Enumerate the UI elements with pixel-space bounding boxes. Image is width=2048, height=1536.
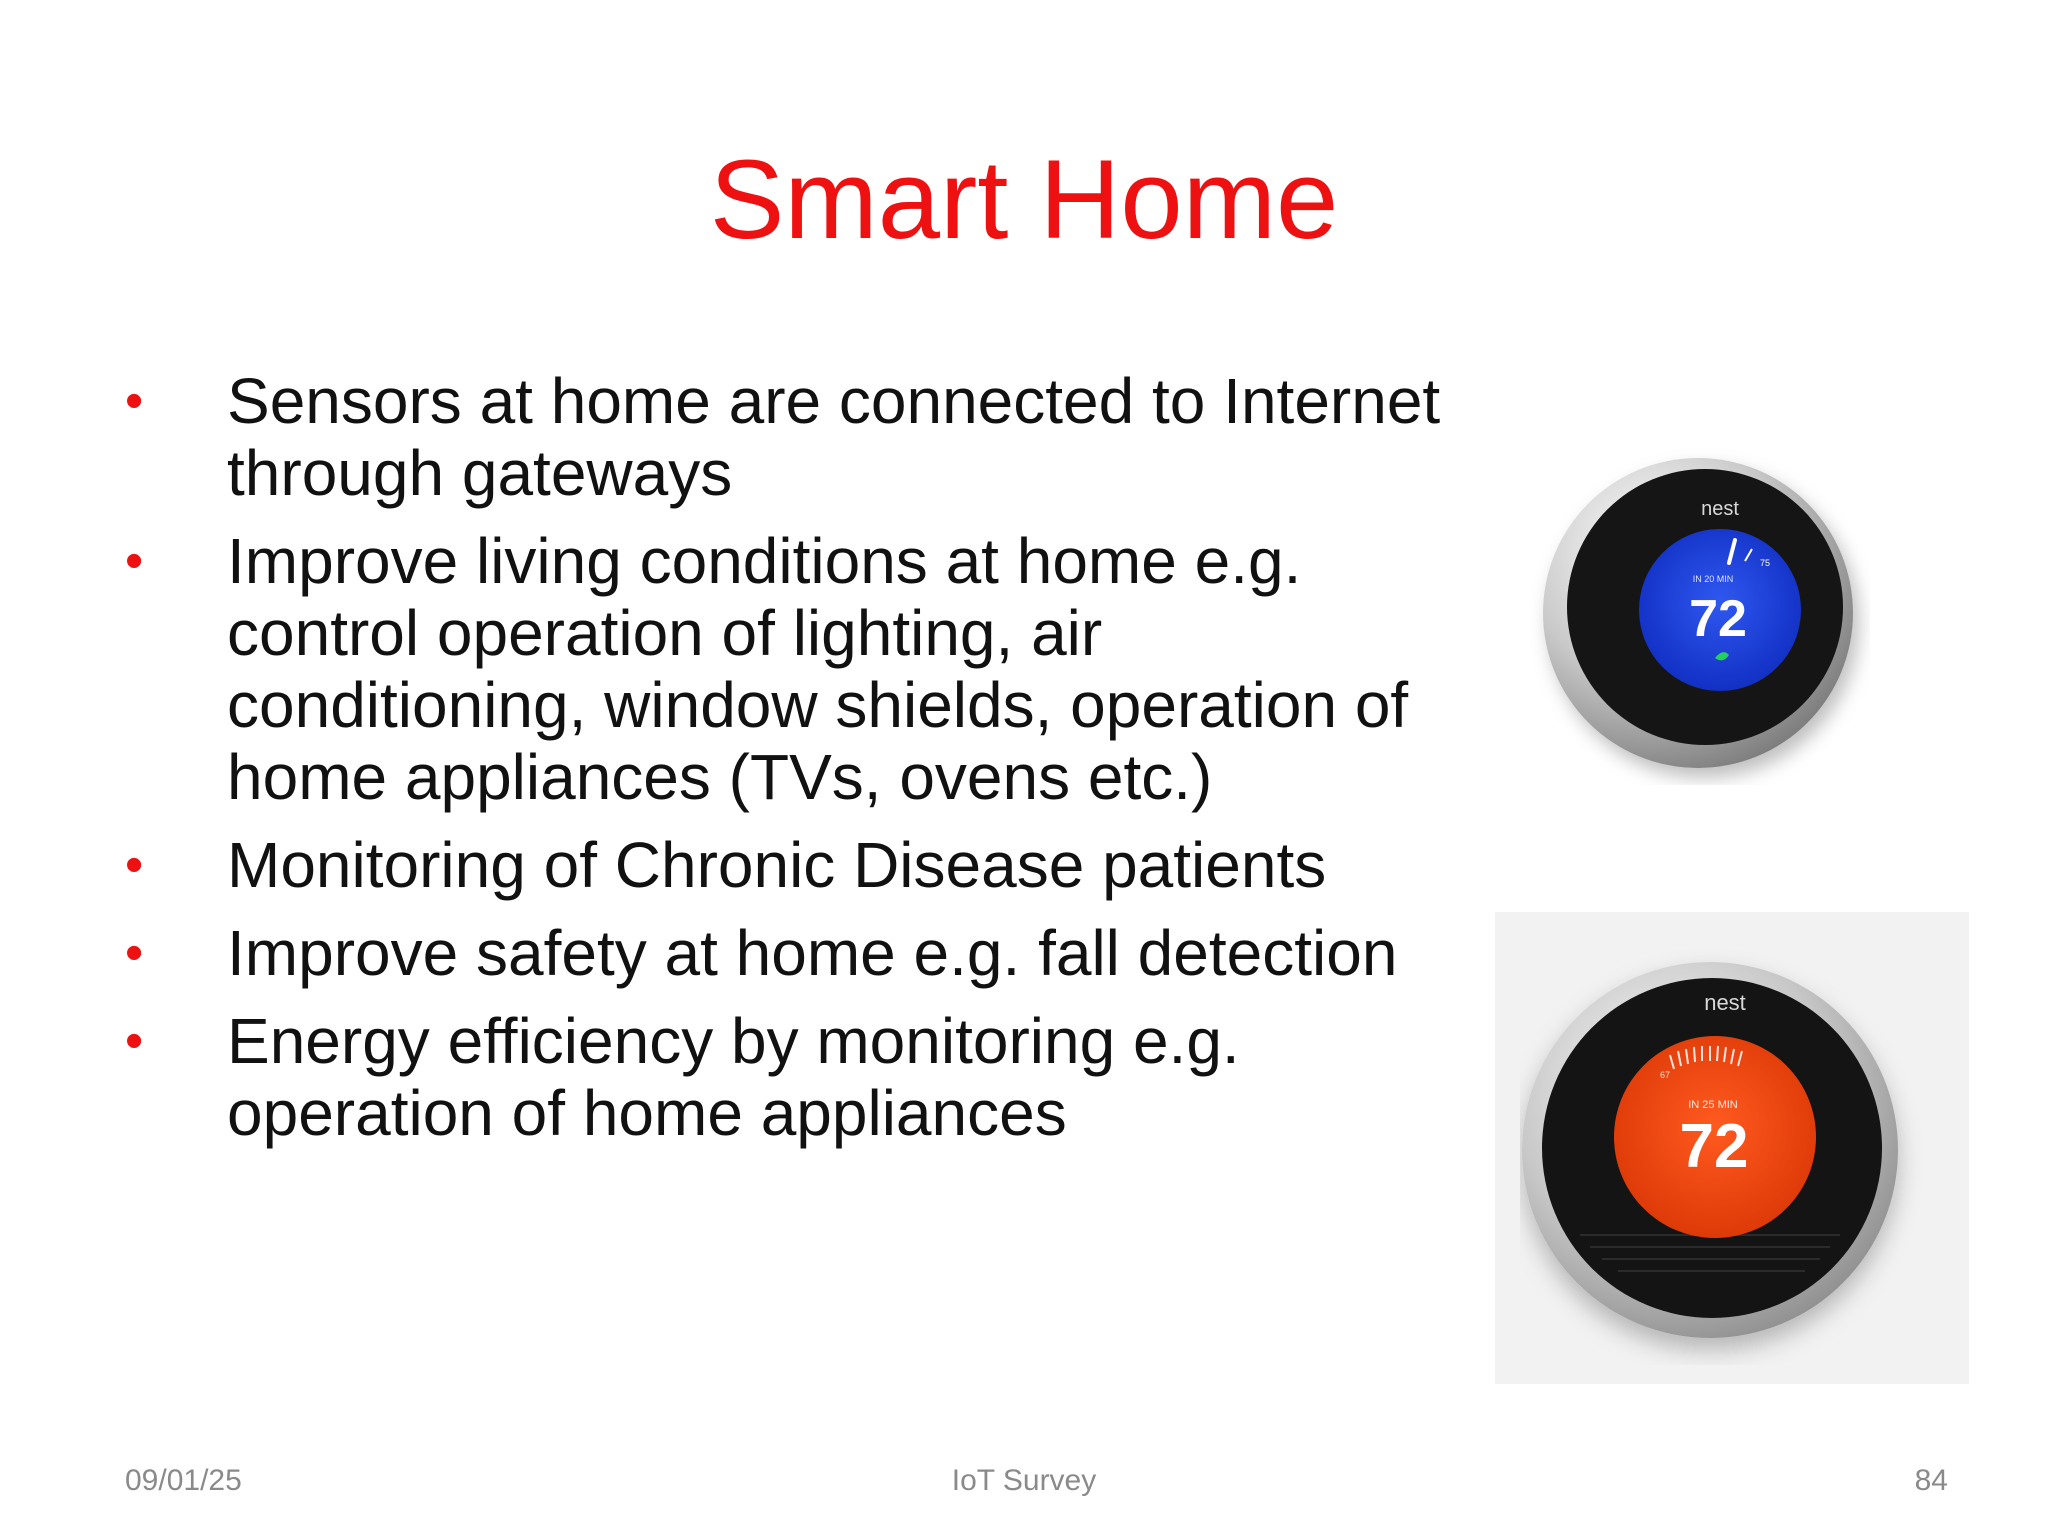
bullet-dot-icon: • (125, 532, 144, 590)
bullet-dot-icon: • (125, 372, 144, 430)
bullet-text: Improve safety at home e.g. fall detection (227, 917, 1398, 989)
nest-thermostat-blue-image (1530, 445, 1870, 785)
slide-number: 84 (1914, 1464, 1948, 1497)
bullet-text: Energy efficiency by monitoring e.g. operation of home appliances (227, 1005, 1240, 1149)
thermostat-temperature: 72 (1689, 590, 1747, 648)
bullet-list (125, 365, 1445, 1165)
thermostat-temperature: 72 (1679, 1112, 1749, 1181)
nest-thermostat-orange-image (1520, 945, 1940, 1365)
bullet-item (125, 917, 1445, 989)
footer-date: 09/01/25 (125, 1464, 242, 1497)
bullet-text: Sensors at home are connected to Internet through gateways (227, 365, 1441, 509)
bullet-item (125, 1005, 1445, 1149)
bullet-text: Improve living conditions at home e.g. control operation of lighting, air conditioning, window shields, operation of home appliances (TVs, ovens etc.) (227, 525, 1409, 813)
bullet-dot-icon: • (125, 836, 144, 894)
bullet-dot-icon: • (125, 924, 144, 982)
bullet-item (125, 525, 1445, 813)
thermostat-status: IN 20 MIN (1692, 574, 1734, 584)
bullet-dot-icon: • (125, 1012, 144, 1070)
bullet-item (125, 365, 1445, 509)
thermostat-status: IN 25 MIN (1688, 1099, 1738, 1111)
thermostat-tick-label: 75 (1760, 558, 1771, 568)
footer-title: IoT Survey (951, 1464, 1097, 1497)
nest-logo-text: nest (1701, 498, 1739, 520)
bullet-text: Monitoring of Chronic Disease patients (227, 829, 1327, 901)
slide-title: Smart Home (709, 137, 1339, 262)
nest-logo-text: nest (1704, 990, 1746, 1015)
bullet-item (125, 829, 1445, 901)
thermostat-tick-label: 67 (1660, 1070, 1671, 1080)
